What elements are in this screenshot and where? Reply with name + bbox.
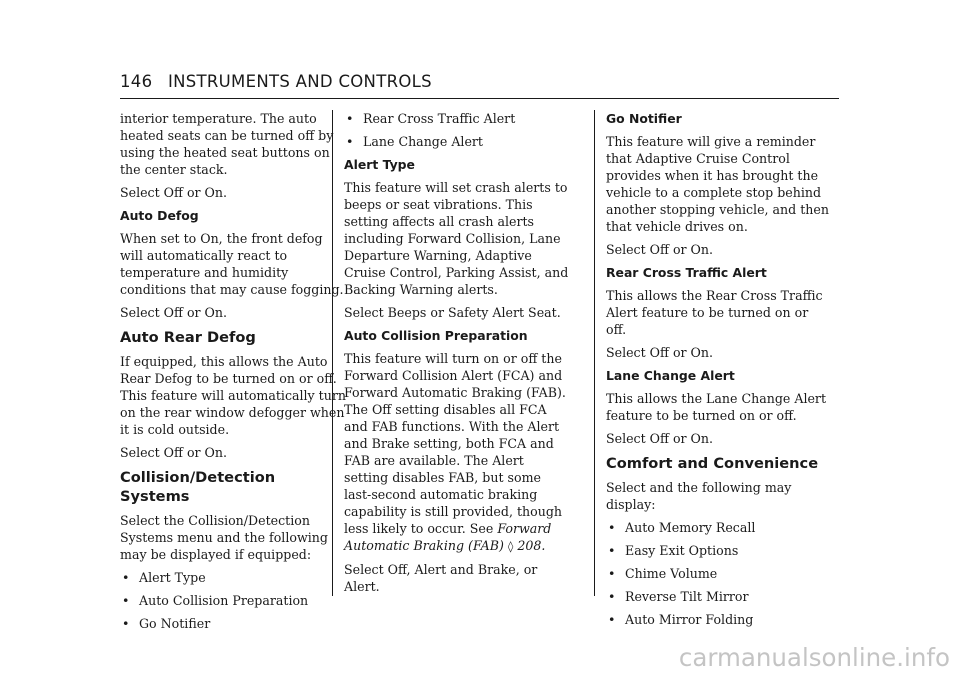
paragraph: Select Off or On. <box>606 345 713 360</box>
paragraph <box>344 350 570 555</box>
page-ref-icon: ◊ <box>507 540 514 553</box>
page-number: 146 <box>120 72 153 91</box>
page-header <box>120 72 432 91</box>
paragraph: Select the Collision/Detection Systems menu and the following may be displayed if equipped: <box>120 513 328 562</box>
column-middle <box>344 110 570 601</box>
column-divider <box>594 110 595 596</box>
paragraph: This feature will give a reminder that Adaptive Cruise Control provides when it has brought the vehicle to a complete stop behind another stopping vehicle, and then that vehicle drives on. <box>606 134 829 234</box>
heading-comfort-convenience: Comfort and Convenience <box>606 455 819 472</box>
paragraph: Select Off or On. <box>120 305 227 320</box>
list-item: • Rear Cross Traffic Alert <box>344 110 570 127</box>
subheading-rear-cross-traffic: Rear Cross Traffic Alert <box>606 265 767 280</box>
paragraph: If equipped, this allows the Auto Rear Defog to be turned on or off. This feature will automatically turn on the rear window defogger when it is cold outside. <box>120 354 346 437</box>
watermark: carmanualsonline.info <box>678 643 950 672</box>
paragraph-text: This feature will turn on or off the Forward Collision Alert (FCA) and Forward Automatic Braking (FAB). The Off setting disables all FCA and FAB functions. With the Alert and Brake setting, both FCA and FAB are available. The Alert setting disables FAB, but some last-second automatic braking capability is still provided, though less likely to occur. See <box>344 351 566 536</box>
list-item: • Auto Collision Preparation <box>120 592 346 609</box>
paragraph: This allows the Lane Change Alert feature to be turned on or off. <box>606 391 827 423</box>
column-left <box>120 110 346 638</box>
paragraph: interior temperature. The auto heated seats can be turned off by using the heated seat buttons on the center stack. <box>120 111 334 177</box>
list-item: • Auto Memory Recall <box>606 519 832 536</box>
column-right <box>606 110 832 634</box>
list-item: • Lane Change Alert <box>344 133 570 150</box>
paragraph: Select Off or On. <box>606 431 713 446</box>
list-item: • Chime Volume <box>606 565 832 582</box>
subheading-go-notifier: Go Notifier <box>606 111 682 126</box>
section-title: INSTRUMENTS AND CONTROLS <box>167 72 432 91</box>
heading-collision-detection: Collision/Detection Systems <box>120 469 276 505</box>
subheading-alert-type: Alert Type <box>344 157 415 172</box>
list-item: • Reverse Tilt Mirror <box>606 588 832 605</box>
list-item: • Auto Mirror Folding <box>606 611 832 628</box>
paragraph: Select Beeps or Safety Alert Seat. <box>344 305 561 320</box>
list-item: • Easy Exit Options <box>606 542 832 559</box>
subheading-auto-collision: Auto Collision Preparation <box>344 328 528 343</box>
paragraph: This feature will set crash alerts to beeps or seat vibrations. This setting affects all crash alerts including Forward Collision, Lane Departure Warning, Adaptive Cruise Control, Parking Assist, and Backing Warning alerts. <box>344 180 569 297</box>
header-rule <box>120 98 839 99</box>
page-reference[interactable]: 208 <box>517 538 542 553</box>
subheading-auto-defog: Auto Defog <box>120 208 199 223</box>
paragraph: Select Off or On. <box>606 242 713 257</box>
punctuation: . <box>541 538 546 553</box>
paragraph: When set to On, the front defog will automatically react to temperature and humidity conditions that may cause fogging. <box>120 231 344 297</box>
paragraph: This allows the Rear Cross Traffic Alert feature to be turned on or off. <box>606 288 823 337</box>
cross-reference-link[interactable]: Forward Automatic Braking (FAB) <box>344 521 552 553</box>
paragraph: Select Off or On. <box>120 445 227 460</box>
list-item: • Go Notifier <box>120 615 346 632</box>
subheading-lane-change: Lane Change Alert <box>606 368 735 383</box>
list-item: • Alert Type <box>120 569 346 586</box>
paragraph: Select Off or On. <box>120 185 227 200</box>
paragraph: Select Off, Alert and Brake, or Alert. <box>344 562 538 594</box>
paragraph: Select and the following may display: <box>606 480 792 512</box>
heading-auto-rear-defog: Auto Rear Defog <box>120 329 256 346</box>
